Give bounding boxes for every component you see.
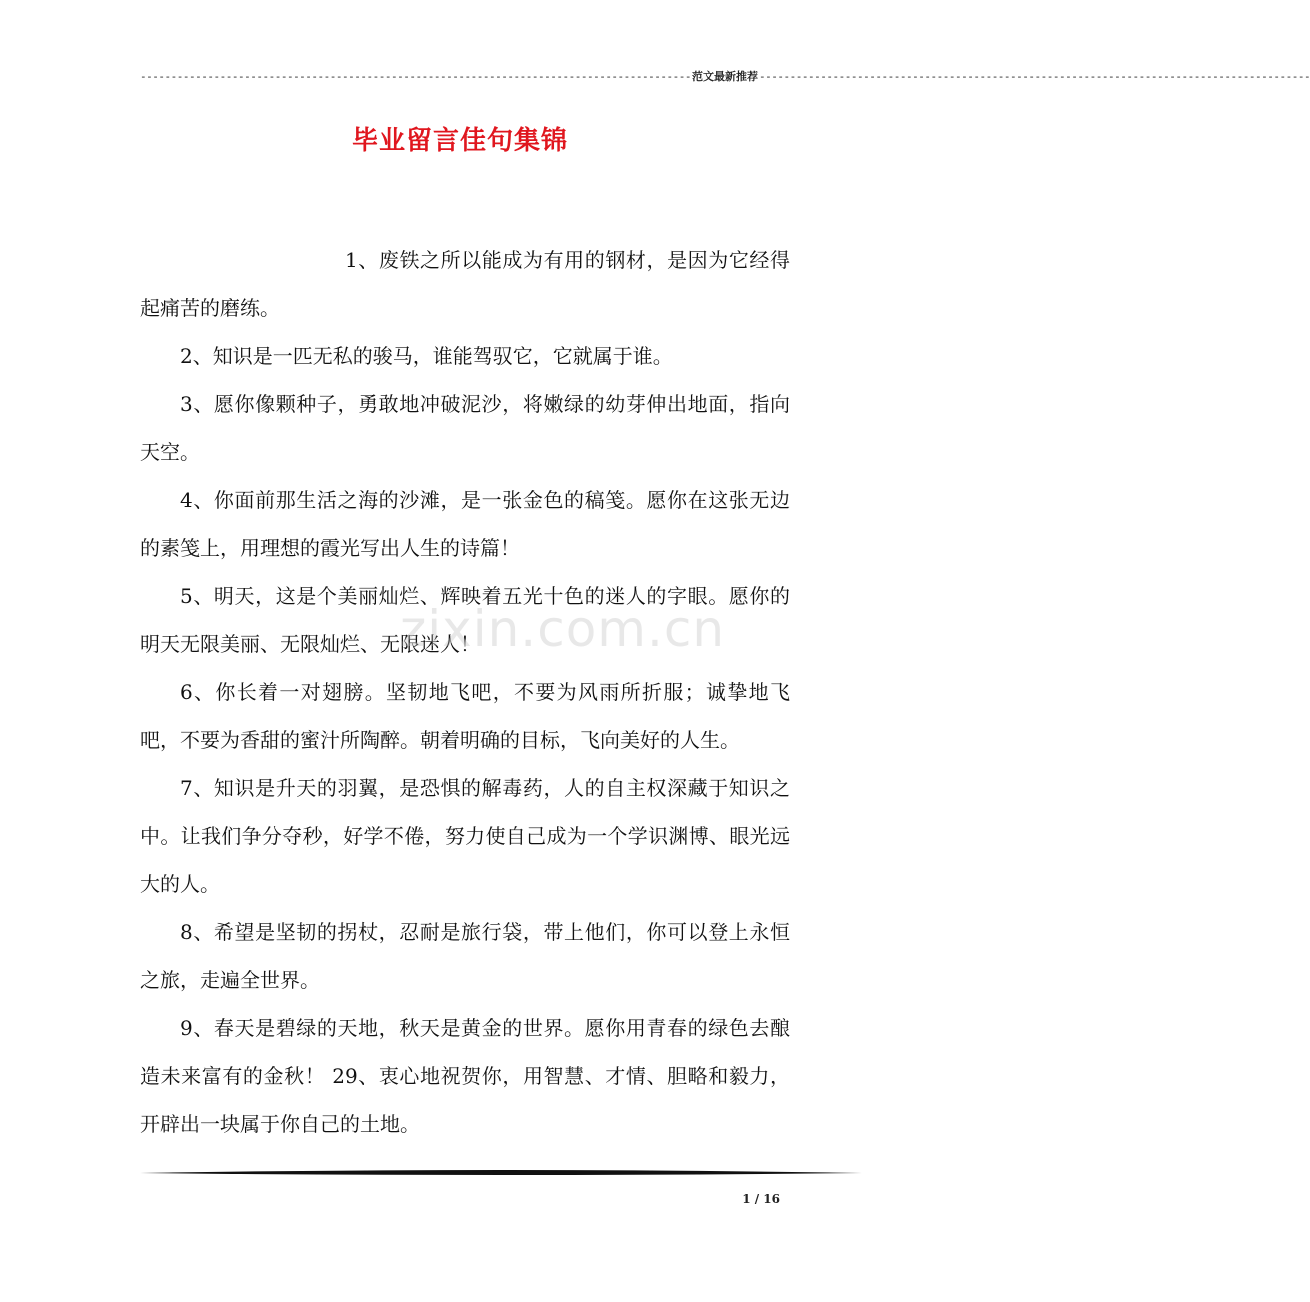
paragraph: 4、你面前那生活之海的沙滩，是一张金色的稿笺。愿你在这张无边的素笺上，用理想的霞光写出人生的诗篇！ bbox=[140, 488, 790, 560]
paragraph: 8、希望是坚韧的拐杖，忍耐是旅行袋，带上他们，你可以登上永恒之旅，走遍全世界。 bbox=[140, 920, 790, 992]
header-dash-left: ------------------------------------------------------------------------------------------ bbox=[140, 69, 692, 83]
header-rule bbox=[140, 68, 1310, 84]
paragraph: 6、你长着一对翅膀。坚韧地飞吧，不要为风雨所折服；诚挚地飞吧，不要为香甜的蜜汁所陶醉。朝着明确的目标，飞向美好的人生。 bbox=[140, 680, 790, 752]
header-label: 范文最新推荐 bbox=[692, 70, 759, 83]
paragraph: 2、知识是一匹无私的骏马，谁能驾驭它，它就属于谁。 bbox=[180, 344, 673, 368]
footer-rule bbox=[140, 1168, 862, 1178]
page-number: 1 / 16 bbox=[742, 1192, 780, 1206]
paragraph: 3、愿你像颗种子，勇敢地冲破泥沙，将嫩绿的幼芽伸出地面，指向天空。 bbox=[140, 392, 790, 464]
paragraph: 1、废铁之所以能成为有用的钢材，是因为它经得起痛苦的磨练。 bbox=[140, 248, 790, 320]
paragraph: 7、知识是升天的羽翼，是恐惧的解毒药，人的自主权深藏于知识之中。让我们争分夺秒，好学不倦，努力使自己成为一个学识渊博、眼光远大的人。 bbox=[140, 776, 790, 896]
document-title: 毕业留言佳句集锦 bbox=[351, 126, 568, 156]
paragraph: 5、明天，这是个美丽灿烂、辉映着五光十色的迷人的字眼。愿你的明天无限美丽、无限灿烂、无限迷人！ bbox=[140, 584, 790, 656]
paragraph: 9、春天是碧绿的天地，秋天是黄金的世界。愿你用青春的绿色去酿造未来富有的金秋！ 29、衷心地祝贺你，用智慧、才情、胆略和毅力，开辟出一块属于你自己的土地。 bbox=[140, 1016, 790, 1136]
header-dash-right: ------------------------------------------------------------------------------------------ bbox=[759, 69, 1310, 83]
watermark: zixin.com.cn bbox=[400, 600, 726, 658]
document-body bbox=[140, 236, 790, 1148]
